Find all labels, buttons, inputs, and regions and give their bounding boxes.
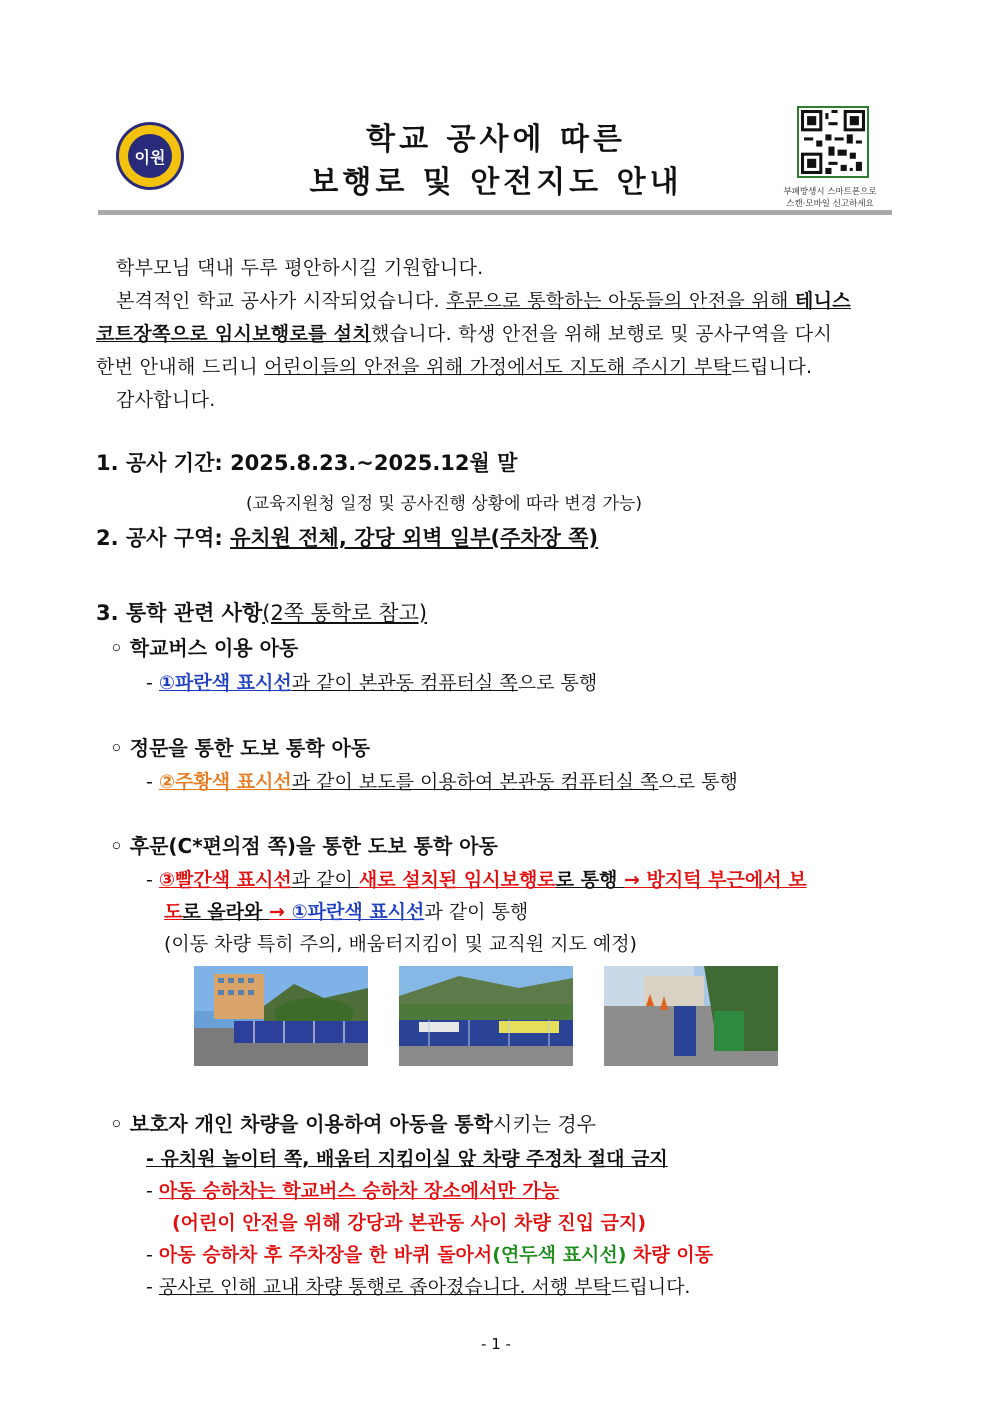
school-logo-text: 이원 <box>128 134 172 178</box>
back-gate-route-line2: 도로 올라와 → ①파란색 표시선과 같이 통행 <box>164 901 529 923</box>
page-title-line1: 학교 공사에 따른 <box>366 122 626 157</box>
qr-code[interactable] <box>797 106 869 178</box>
parent-rule-exit-route: - 아동 승하차 후 주차장을 한 바퀴 돌아서(연두색 표시선) 차량 이동 <box>146 1244 714 1266</box>
intro-paragraph: 학부모님 댁내 두루 평안하시길 기원합니다. 본격적인 학교 공사가 시작되었습니다. 후문으로 통학하는 아동들의 안전을 위해 테니스 코트장쪽으로 임시보행로를 설치했습니다. 학생 안전을 위해 보행로 및 공사구역을 다시 한번 안내해 드리니 어린이들의 안전을 위해 가정에서도 지도해 주시기 부탁드립니다. 감사합니다. <box>96 257 851 411</box>
qr-caption: 부패방생시 스마트폰으로 스캔·모바일 신고하세요 <box>783 187 877 209</box>
parent-rule-dropoff: - 아동 승하차는 학교버스 승하차 장소에서만 가능 <box>146 1180 560 1202</box>
section-2-heading: 2. 공사 구역: 유치원 전체, 강당 외벽 일부(주차장 쪽) <box>96 526 599 550</box>
photo-back-gate-walkway <box>604 966 778 1066</box>
back-gate-route-line1: - ③빨간색 표시선과 같이 새로 설치된 임시보행로로 통행 → 방지턱 부근에서 보 <box>146 869 807 891</box>
photo-temporary-walkway-2 <box>399 966 573 1066</box>
parent-rule-slow-down: - 공사로 인해 교내 차량 통행로 좁아졌습니다. 서행 부탁드립니다. <box>146 1276 691 1298</box>
section-3-heading: 3. 통학 관련 사항(2쪽 통학로 참고) <box>96 601 428 625</box>
photo-temporary-walkway-1 <box>194 966 368 1066</box>
back-gate-note: (이동 차량 특히 주의, 배움터지킴이 및 교직원 지도 예정) <box>164 933 637 955</box>
section-1-heading: 1. 공사 기간: 2025.8.23.~2025.12월 말 <box>96 451 518 475</box>
main-gate-title: ◦ 정문을 통한 도보 통학 아동 <box>110 736 371 760</box>
header-divider <box>98 210 892 215</box>
page-title-line2: 보행로 및 안전지도 안내 <box>309 165 683 200</box>
main-gate-route: - ②주황색 표시선과 같이 보도를 이용하여 본관동 컴퓨터실 쪽으로 통행 <box>146 771 738 793</box>
bus-children-title: ◦ 학교버스 이용 아동 <box>110 636 299 660</box>
bus-children-route: - ①파란색 표시선과 같이 본관동 컴퓨터실 쪽으로 통행 <box>146 672 598 694</box>
page-number: - 1 - <box>481 1335 511 1353</box>
parent-rule-dropoff-note: (어린이 안전을 위해 강당과 본관동 사이 차량 진입 금지) <box>172 1212 647 1234</box>
section-1-note: (교육지원청 일정 및 공사진행 상황에 따라 변경 가능) <box>246 494 642 514</box>
parent-vehicle-title: ◦ 보호자 개인 차량을 이용하여 아동을 통학시키는 경우 <box>110 1112 596 1136</box>
back-gate-title: ◦ 후문(C*편의점 쪽)을 통한 도보 통학 아동 <box>110 834 498 858</box>
parent-rule-no-parking: - 유치원 놀이터 쪽, 배움터 지킴이실 앞 차량 주정차 절대 금지 <box>146 1148 668 1170</box>
